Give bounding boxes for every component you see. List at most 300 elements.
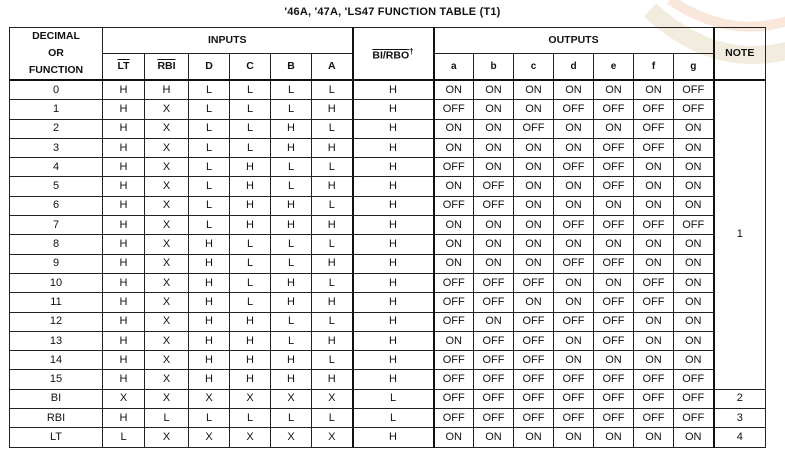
output-cell: ON: [594, 351, 634, 370]
input-cell: H: [230, 177, 271, 196]
input-cell: H: [103, 196, 145, 215]
input-cell: H: [103, 177, 145, 196]
input-cell: H: [103, 138, 145, 157]
output-cell: ON: [674, 138, 714, 157]
output-cell: ON: [594, 235, 634, 254]
output-cell: OFF: [554, 216, 594, 235]
output-cell: OFF: [594, 254, 634, 273]
input-cell: X: [145, 312, 189, 331]
output-cell: ON: [674, 158, 714, 177]
output-cell: ON: [594, 119, 634, 138]
input-cell: H: [271, 351, 312, 370]
output-cell: ON: [674, 273, 714, 292]
table-row: [10, 177, 766, 196]
table-row: [10, 409, 766, 428]
input-cell: H: [312, 138, 353, 157]
input-cell: H: [230, 312, 271, 331]
input-cell: L: [230, 273, 271, 292]
output-cell: ON: [434, 177, 474, 196]
function-cell: LT: [10, 428, 103, 447]
input-cell: L: [271, 235, 312, 254]
output-cell: ON: [674, 331, 714, 350]
output-cell: ON: [634, 312, 674, 331]
input-cell: L: [312, 119, 353, 138]
output-cell: OFF: [514, 351, 554, 370]
output-cell: ON: [514, 138, 554, 157]
output-cell: ON: [674, 177, 714, 196]
output-cell: ON: [594, 80, 634, 100]
output-cell: OFF: [634, 293, 674, 312]
input-cell: H: [189, 312, 230, 331]
output-cell: ON: [514, 196, 554, 215]
input-cell: H: [312, 254, 353, 273]
output-cell: OFF: [634, 138, 674, 157]
input-cell: X: [145, 351, 189, 370]
output-cell: OFF: [674, 100, 714, 119]
output-cell: OFF: [514, 331, 554, 350]
function-cell: 8: [10, 235, 103, 254]
output-cell: ON: [634, 177, 674, 196]
input-cell: X: [145, 293, 189, 312]
input-cell: X: [145, 196, 189, 215]
input-cell: H: [312, 331, 353, 350]
output-cell: ON: [474, 138, 514, 157]
input-cell: L: [189, 177, 230, 196]
input-cell: X: [189, 428, 230, 447]
input-cell: H: [230, 158, 271, 177]
input-cell: H: [103, 216, 145, 235]
output-cell: ON: [514, 293, 554, 312]
output-cell: ON: [474, 100, 514, 119]
header-outputs: OUTPUTS: [434, 28, 714, 54]
header-bi-rbo-dagger: †: [409, 46, 414, 56]
input-cell: H: [189, 235, 230, 254]
table-row: [10, 370, 766, 389]
output-cell: ON: [634, 158, 674, 177]
output-cell: OFF: [634, 216, 674, 235]
input-cell: X: [103, 389, 145, 408]
input-cell: H: [230, 370, 271, 389]
input-cell: H: [103, 158, 145, 177]
input-cell: H: [189, 370, 230, 389]
bi-rbo-cell: H: [353, 138, 434, 157]
input-cell: H: [312, 293, 353, 312]
output-cell: ON: [554, 138, 594, 157]
output-cell: OFF: [594, 216, 634, 235]
output-cell: OFF: [434, 312, 474, 331]
input-cell: L: [312, 80, 353, 100]
output-cell: ON: [634, 235, 674, 254]
output-cell: ON: [554, 196, 594, 215]
bi-rbo-cell: H: [353, 196, 434, 215]
input-cell: L: [230, 100, 271, 119]
input-cell: L: [312, 409, 353, 428]
table-row: [10, 428, 766, 447]
output-cell: ON: [474, 428, 514, 447]
bi-rbo-cell: H: [353, 177, 434, 196]
input-cell: L: [230, 235, 271, 254]
output-cell: OFF: [634, 100, 674, 119]
input-cell: L: [312, 312, 353, 331]
input-cell: H: [271, 273, 312, 292]
header-input-lt: $\overline{LT}$: [103, 53, 145, 80]
input-cell: H: [189, 273, 230, 292]
input-cell: L: [312, 351, 353, 370]
function-cell: 6: [10, 196, 103, 215]
output-cell: OFF: [434, 370, 474, 389]
table-row: [10, 312, 766, 331]
header-output-d: d: [554, 53, 594, 80]
header-or-text: OR: [48, 47, 64, 59]
output-cell: ON: [474, 158, 514, 177]
input-cell: L: [145, 409, 189, 428]
output-cell: OFF: [434, 351, 474, 370]
table-row: [10, 80, 766, 100]
input-cell: X: [145, 273, 189, 292]
output-cell: ON: [674, 312, 714, 331]
input-cell: X: [145, 216, 189, 235]
input-cell: X: [145, 254, 189, 273]
output-cell: ON: [554, 273, 594, 292]
function-cell: 0: [10, 80, 103, 100]
note-cell: 2: [714, 389, 766, 408]
table-row: [10, 235, 766, 254]
function-cell: 10: [10, 273, 103, 292]
table-row: [10, 100, 766, 119]
header-output-f: f: [634, 53, 674, 80]
output-cell: ON: [514, 177, 554, 196]
bi-rbo-cell: H: [353, 351, 434, 370]
output-cell: OFF: [434, 409, 474, 428]
input-cell: H: [271, 293, 312, 312]
input-cell: H: [312, 100, 353, 119]
input-cell: X: [145, 158, 189, 177]
output-cell: OFF: [594, 138, 634, 157]
output-cell: ON: [674, 196, 714, 215]
input-cell: X: [271, 428, 312, 447]
input-cell: X: [145, 370, 189, 389]
output-cell: OFF: [594, 100, 634, 119]
output-cell: OFF: [474, 177, 514, 196]
input-cell: X: [271, 389, 312, 408]
output-cell: ON: [594, 196, 634, 215]
output-cell: OFF: [434, 196, 474, 215]
output-cell: OFF: [474, 370, 514, 389]
input-cell: X: [145, 138, 189, 157]
header-function-text: FUNCTION: [28, 64, 84, 76]
output-cell: ON: [474, 119, 514, 138]
input-cell: X: [312, 428, 353, 447]
table-row: [10, 389, 766, 408]
output-cell: OFF: [634, 119, 674, 138]
output-cell: ON: [594, 273, 634, 292]
input-cell: X: [230, 389, 271, 408]
output-cell: ON: [674, 351, 714, 370]
output-cell: OFF: [554, 409, 594, 428]
note-cell: 3: [714, 409, 766, 428]
function-cell: 7: [10, 216, 103, 235]
output-cell: ON: [634, 80, 674, 100]
input-cell: X: [145, 100, 189, 119]
input-cell: L: [271, 100, 312, 119]
output-cell: OFF: [634, 370, 674, 389]
output-cell: OFF: [434, 158, 474, 177]
function-table: [9, 27, 766, 448]
output-cell: ON: [634, 254, 674, 273]
function-cell: 5: [10, 177, 103, 196]
table-row: [10, 254, 766, 273]
bi-rbo-cell: H: [353, 100, 434, 119]
function-cell: 15: [10, 370, 103, 389]
input-cell: H: [103, 254, 145, 273]
output-cell: ON: [594, 428, 634, 447]
input-cell: H: [271, 138, 312, 157]
output-cell: ON: [514, 235, 554, 254]
input-cell: L: [312, 235, 353, 254]
output-cell: OFF: [434, 100, 474, 119]
input-cell: L: [189, 196, 230, 215]
input-cell: X: [189, 389, 230, 408]
output-cell: OFF: [594, 312, 634, 331]
output-cell: ON: [554, 177, 594, 196]
output-cell: OFF: [634, 389, 674, 408]
header-input-d: D: [189, 53, 230, 80]
output-cell: OFF: [554, 158, 594, 177]
output-cell: ON: [674, 293, 714, 312]
output-cell: ON: [514, 216, 554, 235]
input-cell: H: [189, 293, 230, 312]
header-input-c: C: [230, 53, 271, 80]
output-cell: ON: [554, 293, 594, 312]
function-cell: RBI: [10, 409, 103, 428]
input-cell: X: [145, 428, 189, 447]
function-cell: BI: [10, 389, 103, 408]
output-cell: OFF: [674, 216, 714, 235]
input-cell: L: [189, 216, 230, 235]
output-cell: ON: [434, 254, 474, 273]
table-row: [10, 273, 766, 292]
header-decimal-or-function: [10, 28, 103, 81]
bi-rbo-cell: H: [353, 254, 434, 273]
table-row: [10, 293, 766, 312]
input-cell: H: [271, 216, 312, 235]
input-cell: H: [103, 293, 145, 312]
input-cell: H: [230, 216, 271, 235]
output-cell: OFF: [514, 312, 554, 331]
bi-rbo-cell: H: [353, 331, 434, 350]
function-cell: 11: [10, 293, 103, 312]
header-inputs: INPUTS: [103, 28, 353, 54]
input-cell: L: [271, 312, 312, 331]
header-input-rbi: $\overline{RBI}$: [145, 53, 189, 80]
input-cell: L: [230, 138, 271, 157]
input-cell: X: [145, 177, 189, 196]
table-row: [10, 331, 766, 350]
input-cell: L: [312, 196, 353, 215]
input-cell: H: [103, 331, 145, 350]
header-decimal-text: DECIMAL: [32, 30, 80, 42]
function-cell: 4: [10, 158, 103, 177]
output-cell: OFF: [594, 389, 634, 408]
header-output-b: b: [474, 53, 514, 80]
output-cell: OFF: [474, 293, 514, 312]
input-cell: H: [103, 273, 145, 292]
bi-rbo-cell: H: [353, 216, 434, 235]
input-cell: H: [312, 177, 353, 196]
output-cell: OFF: [594, 177, 634, 196]
bi-rbo-cell: H: [353, 428, 434, 447]
input-cell: L: [189, 138, 230, 157]
input-cell: L: [189, 80, 230, 100]
output-cell: ON: [434, 331, 474, 350]
input-cell: H: [145, 80, 189, 100]
table-row: [10, 351, 766, 370]
input-cell: H: [230, 331, 271, 350]
table-row: [10, 138, 766, 157]
bi-rbo-cell: H: [353, 119, 434, 138]
output-cell: OFF: [594, 331, 634, 350]
output-cell: ON: [674, 254, 714, 273]
input-cell: H: [103, 351, 145, 370]
function-cell: 1: [10, 100, 103, 119]
header-output-g: g: [674, 53, 714, 80]
input-cell: L: [271, 331, 312, 350]
table-row: [10, 216, 766, 235]
output-cell: ON: [514, 80, 554, 100]
output-cell: OFF: [554, 100, 594, 119]
input-cell: H: [189, 254, 230, 273]
function-cell: 3: [10, 138, 103, 157]
output-cell: ON: [474, 80, 514, 100]
function-cell: 9: [10, 254, 103, 273]
output-cell: OFF: [594, 370, 634, 389]
input-cell: H: [103, 119, 145, 138]
output-cell: ON: [634, 351, 674, 370]
header-bi-rbo-label: BI/RBO: [372, 49, 410, 62]
output-cell: OFF: [634, 409, 674, 428]
input-cell: L: [312, 273, 353, 292]
bi-rbo-cell: H: [353, 293, 434, 312]
output-cell: OFF: [674, 370, 714, 389]
output-cell: ON: [514, 100, 554, 119]
output-cell: ON: [514, 428, 554, 447]
output-cell: ON: [674, 428, 714, 447]
output-cell: ON: [634, 428, 674, 447]
output-cell: ON: [434, 119, 474, 138]
output-cell: OFF: [434, 273, 474, 292]
input-cell: L: [271, 80, 312, 100]
output-cell: ON: [554, 119, 594, 138]
input-cell: L: [189, 100, 230, 119]
header-input-a: A: [312, 53, 353, 80]
input-cell: L: [271, 409, 312, 428]
output-cell: OFF: [594, 409, 634, 428]
note-cell: 4: [714, 428, 766, 447]
input-cell: H: [103, 100, 145, 119]
function-cell: 2: [10, 119, 103, 138]
output-cell: ON: [554, 331, 594, 350]
header-note: NOTE: [714, 28, 766, 81]
input-cell: H: [271, 119, 312, 138]
output-cell: OFF: [674, 80, 714, 100]
function-cell: 12: [10, 312, 103, 331]
bi-rbo-cell: H: [353, 80, 434, 100]
bi-rbo-cell: L: [353, 389, 434, 408]
output-cell: ON: [514, 254, 554, 273]
input-cell: L: [103, 428, 145, 447]
input-cell: L: [271, 254, 312, 273]
output-cell: ON: [434, 216, 474, 235]
bi-rbo-cell: H: [353, 312, 434, 331]
header-input-b: B: [271, 53, 312, 80]
output-cell: ON: [474, 254, 514, 273]
input-cell: H: [230, 351, 271, 370]
output-cell: OFF: [434, 293, 474, 312]
input-cell: L: [230, 254, 271, 273]
output-cell: ON: [674, 119, 714, 138]
input-cell: L: [189, 119, 230, 138]
input-cell: X: [230, 428, 271, 447]
bi-rbo-cell: H: [353, 273, 434, 292]
output-cell: ON: [554, 351, 594, 370]
input-cell: X: [145, 119, 189, 138]
input-cell: H: [312, 216, 353, 235]
table-row: [10, 158, 766, 177]
input-cell: H: [312, 370, 353, 389]
input-cell: H: [271, 196, 312, 215]
header-output-a: a: [434, 53, 474, 80]
header-output-c: c: [514, 53, 554, 80]
table-row: [10, 119, 766, 138]
output-cell: OFF: [554, 370, 594, 389]
note-cell: 1: [714, 80, 766, 389]
input-cell: L: [230, 409, 271, 428]
input-cell: X: [312, 389, 353, 408]
output-cell: OFF: [434, 389, 474, 408]
bi-rbo-cell: H: [353, 370, 434, 389]
output-cell: OFF: [474, 389, 514, 408]
function-cell: 13: [10, 331, 103, 350]
function-cell: 14: [10, 351, 103, 370]
output-cell: OFF: [474, 196, 514, 215]
output-cell: OFF: [594, 293, 634, 312]
output-cell: OFF: [474, 351, 514, 370]
table-row: [10, 196, 766, 215]
output-cell: OFF: [514, 273, 554, 292]
output-cell: OFF: [474, 409, 514, 428]
output-cell: OFF: [554, 312, 594, 331]
output-cell: ON: [434, 235, 474, 254]
input-cell: L: [230, 80, 271, 100]
output-cell: OFF: [474, 273, 514, 292]
header-output-e: e: [594, 53, 634, 80]
output-cell: ON: [634, 196, 674, 215]
output-cell: ON: [674, 235, 714, 254]
header-bi-rbo: [353, 28, 434, 81]
output-cell: ON: [434, 80, 474, 100]
table-title: '46A, '47A, 'LS47 FUNCTION TABLE (T1): [284, 6, 501, 18]
input-cell: H: [103, 235, 145, 254]
output-cell: OFF: [554, 389, 594, 408]
input-cell: H: [103, 312, 145, 331]
input-cell: L: [189, 158, 230, 177]
output-cell: OFF: [514, 389, 554, 408]
input-cell: X: [145, 235, 189, 254]
input-cell: L: [230, 119, 271, 138]
bi-rbo-cell: H: [353, 158, 434, 177]
input-cell: L: [230, 293, 271, 312]
input-cell: H: [103, 409, 145, 428]
